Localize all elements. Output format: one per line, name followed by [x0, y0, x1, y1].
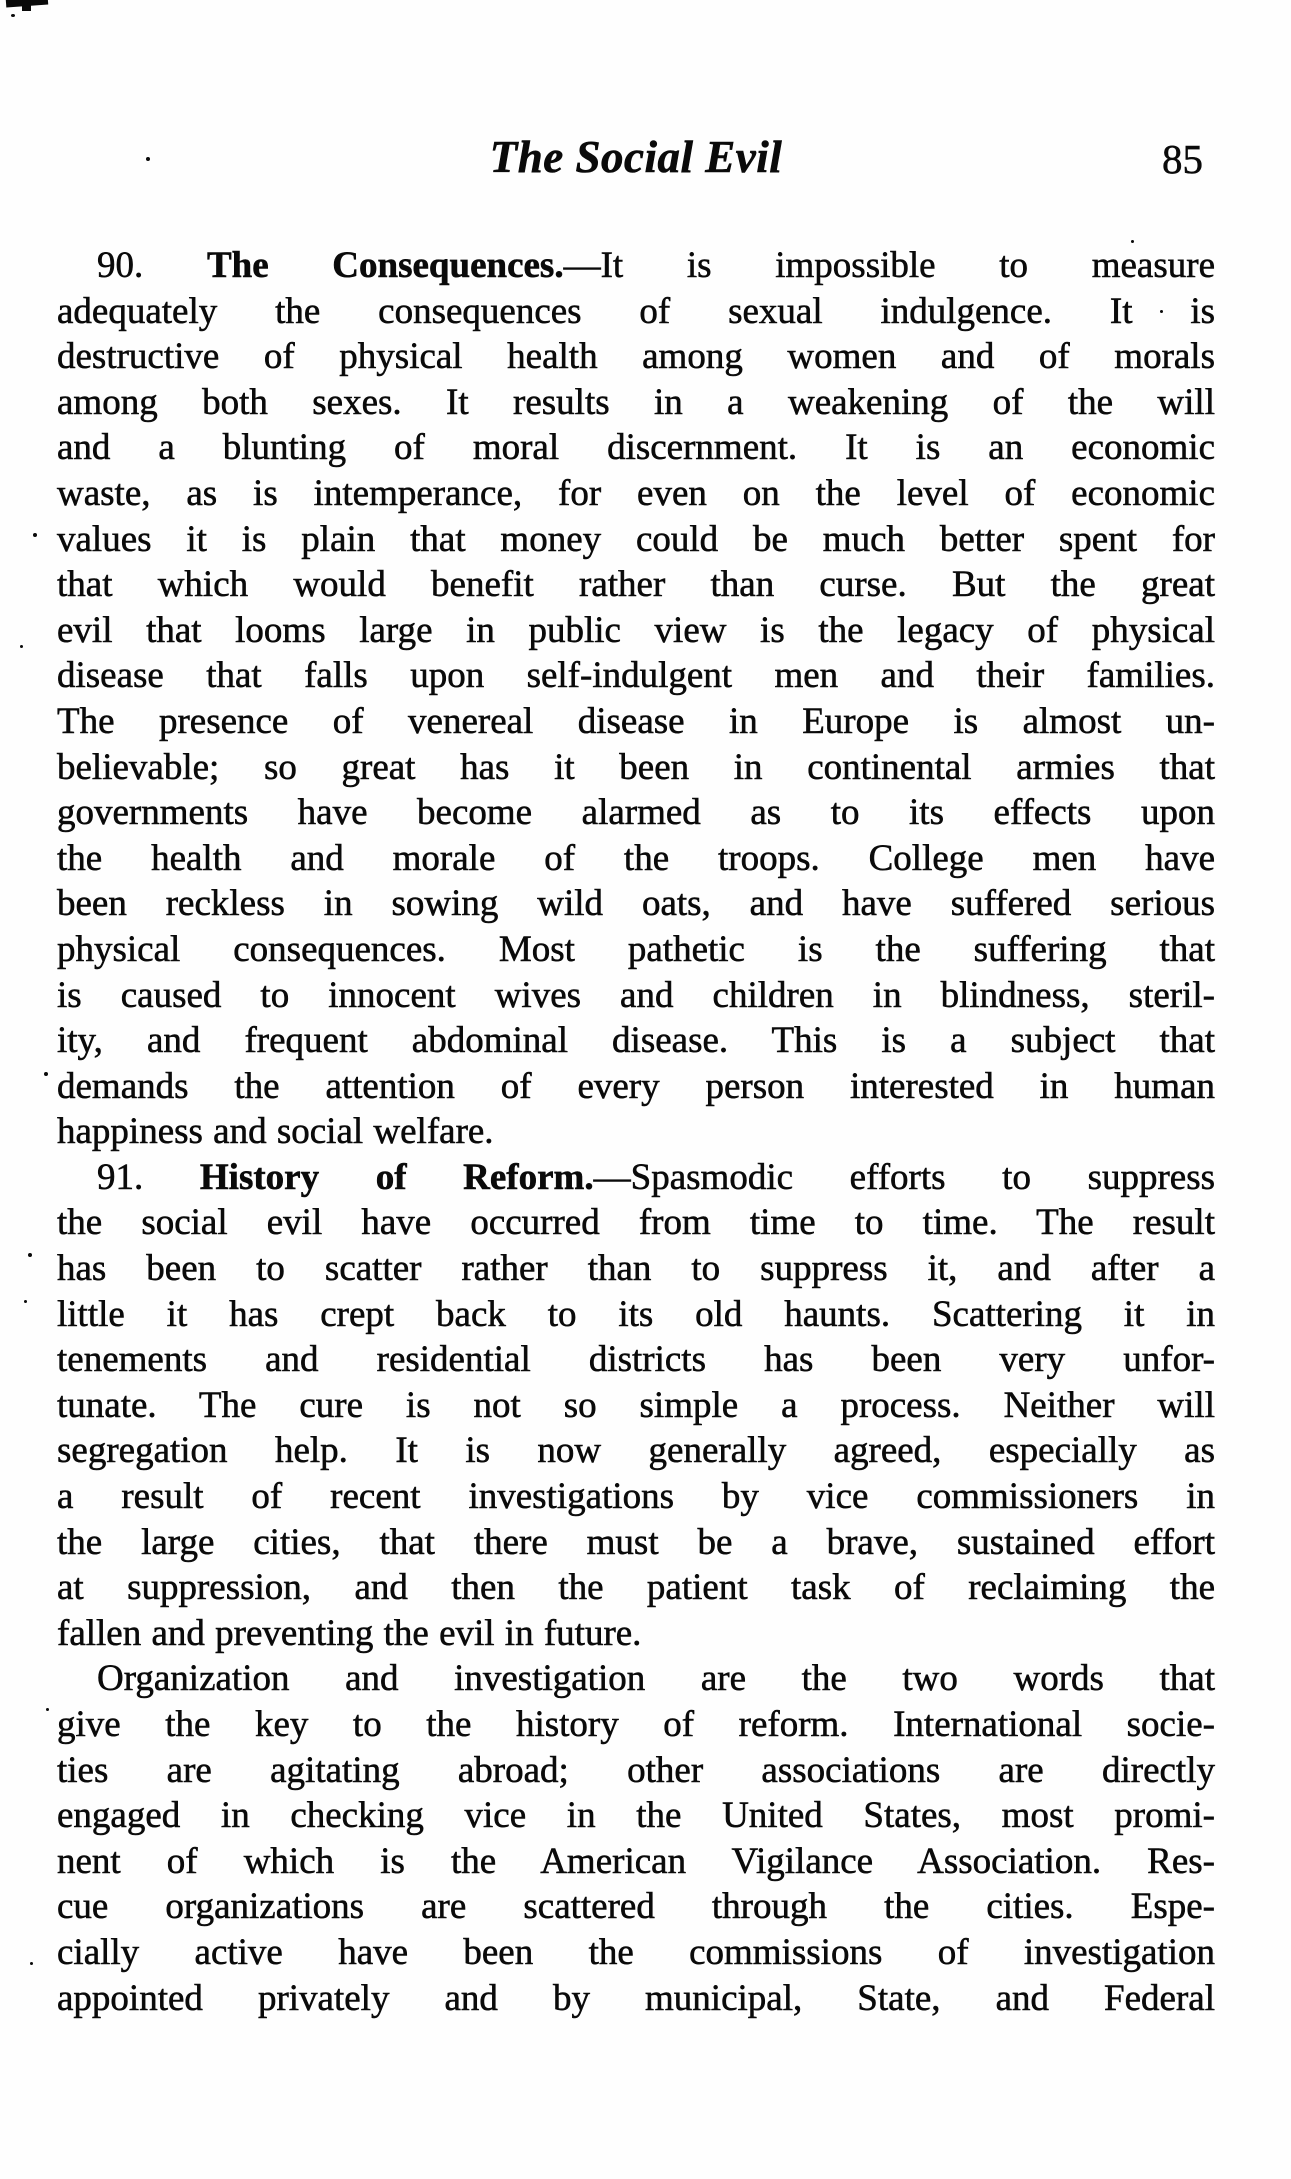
text-line: is caused to innocent wives and children in blindness, steril- — [57, 974, 1215, 1016]
text-line: The presence of venereal disease in Europe is almost un- — [57, 700, 1215, 742]
section-heading: The Consequences. — [206, 245, 564, 286]
page-header — [57, 131, 1215, 188]
text-line: waste, as is intemperance, for even on the level of economic — [57, 472, 1215, 514]
text-line: disease that falls upon self-indulgent men and their families. — [57, 655, 1215, 697]
ink-blot — [22, 5, 31, 11]
section-number: 91. — [97, 1156, 144, 1198]
text-line: evil that looms large in public view is the legacy of physical — [57, 609, 1215, 651]
text-line: cially active have been the commissions of investigation — [57, 1931, 1215, 1973]
lead-line-text: Organization and investigation are the two words that — [97, 1658, 1215, 1700]
ink-speck — [28, 1253, 32, 1257]
paragraph — [57, 1155, 1215, 1657]
text-line: destructive of physical health among women and of morals — [57, 336, 1215, 378]
text-line: adequately the consequences of sexual indulgence. It is — [57, 290, 1215, 332]
text-line: at suppression, and then the patient task of reclaiming the — [57, 1567, 1215, 1609]
page-number: 85 — [1162, 136, 1203, 182]
text-line: happiness and social welfare. — [57, 1111, 494, 1153]
text-line: fallen and preventing the evil in future. — [57, 1612, 642, 1654]
lead-line-text: —Spasmodic efforts to suppress — [593, 1156, 1216, 1198]
text-body — [57, 243, 1215, 2021]
text-line: believable; so great has it been in continental armies that — [57, 746, 1215, 788]
section-number: 90. — [97, 245, 144, 286]
ink-speck — [44, 1072, 48, 1076]
paragraph — [57, 1656, 1215, 2021]
text-line: ties are agitating abroad; other associations are directly — [57, 1749, 1215, 1791]
text-line: physical consequences. Most pathetic is the suffering that — [57, 928, 1215, 970]
section-heading: History of Reform. — [199, 1156, 594, 1198]
text-line: ity, and frequent abdominal disease. This is a subject that — [57, 1020, 1215, 1062]
text-line: appointed privately and by municipal, State, and Federal — [57, 1977, 1215, 2019]
paragraph — [57, 243, 1215, 1155]
ink-speck — [46, 1708, 49, 1711]
text-line: a result of recent investigations by vice commissioners in — [57, 1476, 1215, 1518]
ink-speck — [20, 645, 23, 648]
text-line: values it is plain that money could be much better spent for — [57, 518, 1215, 560]
ink-speck — [11, 14, 15, 17]
text-line: the social evil have occurred from time to time. The result — [57, 1202, 1215, 1244]
ink-speck — [30, 1962, 33, 1965]
running-title: The Social Evil — [489, 132, 783, 182]
text-line: engaged in checking vice in the United States, most promi- — [57, 1795, 1215, 1837]
text-line: been reckless in sowing wild oats, and have suffered serious — [57, 883, 1215, 925]
text-line: demands the attention of every person interested in human — [57, 1065, 1215, 1107]
paragraph-lead-line — [57, 1656, 1215, 1702]
paragraph-lead-line — [57, 1155, 1215, 1201]
text-line: the large cities, that there must be a brave, sustained effort — [57, 1521, 1215, 1563]
paragraph-lead-line — [57, 243, 1215, 289]
text-line: tenements and residential districts has been very unfor- — [57, 1339, 1215, 1381]
text-line: that which would benefit rather than curse. But the great — [57, 564, 1215, 606]
text-line: segregation help. It is now generally agreed, especially as — [57, 1430, 1215, 1472]
text-line: governments have become alarmed as to its effects upon — [57, 792, 1215, 834]
ink-speck — [24, 1300, 27, 1303]
text-line: cue organizations are scattered through the cities. Espe- — [57, 1886, 1215, 1928]
ink-speck — [33, 533, 37, 537]
lead-line-text: —It is impossible to measure — [563, 245, 1215, 286]
text-line: tunate. The cure is not so simple a process. Neither will — [57, 1384, 1215, 1426]
text-line: nent of which is the American Vigilance Association. Res- — [57, 1840, 1215, 1882]
text-line: and a blunting of moral discernment. It is an economic — [57, 427, 1215, 469]
text-block — [57, 0, 1215, 2021]
text-line: little it has crept back to its old haunts. Scattering it in — [57, 1293, 1215, 1335]
text-line: give the key to the history of reform. International socie- — [57, 1704, 1215, 1745]
text-line: among both sexes. It results in a weakening of the will — [57, 381, 1215, 423]
text-line: the health and morale of the troops. College men have — [57, 837, 1215, 879]
text-line: has been to scatter rather than to suppress it, and after a — [57, 1248, 1215, 1290]
